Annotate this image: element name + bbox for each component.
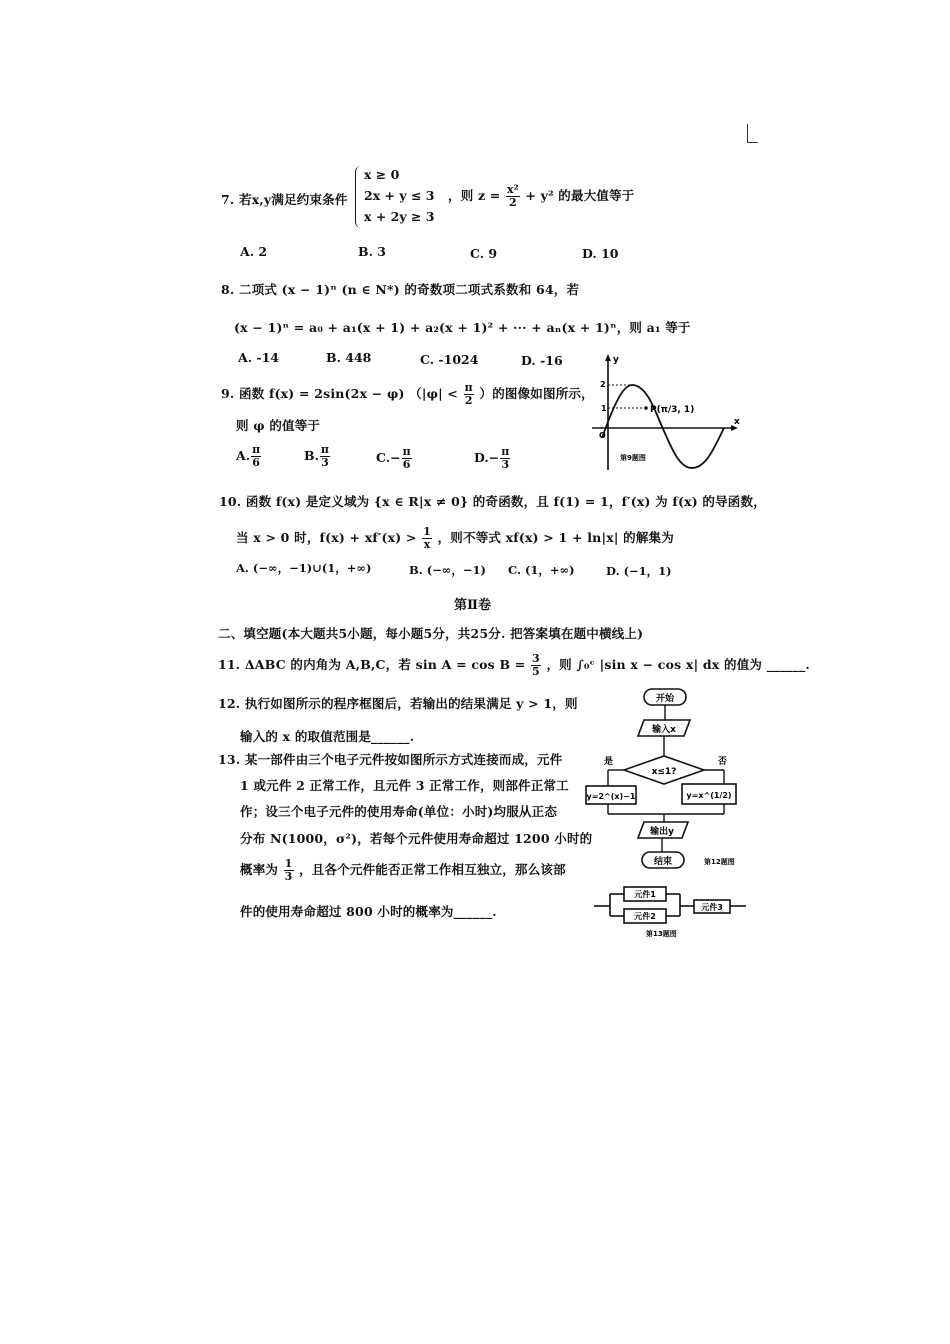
q10-option-a: A. (−∞，−1)∪(1，+∞) xyxy=(236,561,372,575)
component-3-label: 元件3 xyxy=(701,903,723,912)
q7-prefix: 7. 若x,y满足约束条件 xyxy=(221,192,348,207)
q8-option-d: D. -16 xyxy=(521,353,563,368)
flow-right-label: y=x^(1/2) xyxy=(686,791,732,800)
q10-line2-b: ，则不等式 xf(x) > 1 + ln|x| 的解集为 xyxy=(437,530,674,545)
q13-line2: 1 或元件 2 正常工作，且元件 3 正常工作，则部件正常工 xyxy=(240,778,569,793)
flow-decision-label: x≤1? xyxy=(651,767,677,777)
y-axis-label: y xyxy=(613,355,619,365)
q8-line2: (x − 1)ⁿ = a₀ + a₁(x + 1) + a₂(x + 1)² + ··· + aₙ(x + 1)ⁿ，则 a₁ 等于 xyxy=(234,320,691,335)
q9-option-c: C.− $\frac{\pi}{6}$ xyxy=(376,445,411,471)
flow-yes-label: 是 xyxy=(604,757,614,767)
q10-line1: 10. 函数 f(x) 是定义域为 {x ∈ R|x ≠ 0} 的奇函数，且 f(1) = 1，f′(x) 为 f(x) 的导函数， xyxy=(219,494,766,509)
q8-option-a: A. -14 xyxy=(238,350,279,365)
q11-blank: ______. xyxy=(766,657,810,672)
q7-constraint-2: 2x + y ≤ 3 xyxy=(364,188,435,203)
corner-mark xyxy=(747,124,758,143)
section-title: 第Ⅱ卷 xyxy=(454,598,491,613)
q7-fraction: $\frac{\text{x²}}{2}$ xyxy=(507,183,519,209)
q11-b: ，则 ∫₀ᶜ |sin x − cos x| dx 的值为 xyxy=(546,657,763,672)
q9-graph-caption: 第9题图 xyxy=(620,454,646,462)
q9-line1 xyxy=(221,382,594,407)
q12-line2: 输入的 x 的取值范围是______. xyxy=(240,729,415,744)
y-axis-arrow-icon xyxy=(605,354,611,361)
q10-fraction: $\frac{1}{x}$ xyxy=(423,525,432,551)
q9-option-d: D.− $\frac{\pi}{3}$ xyxy=(474,445,510,471)
q13-line3: 作；设三个电子元件的使用寿命(单位：小时)均服从正态 xyxy=(240,804,558,819)
q13-line5-b: ，且各个元件能否正常工作相互独立，那么该部 xyxy=(299,862,566,877)
flow-left-label: y=2^(x)−1 xyxy=(586,792,636,801)
point-p-label: P(π/3, 1) xyxy=(650,405,695,415)
tick-1: 1 xyxy=(601,404,607,413)
q10-line2 xyxy=(236,526,674,551)
q10-option-c: C. (1，+∞) xyxy=(508,563,575,577)
q7-constraints xyxy=(364,164,434,227)
q9-fraction: $\frac{\pi}{2}$ xyxy=(464,381,473,407)
q13-line1: 13. 某一部件由三个电子元件按如图所示方式连接而成，元件 xyxy=(218,752,563,767)
q9-line2: 则 φ 的值等于 xyxy=(236,418,321,433)
tick-2: 2 xyxy=(600,380,606,389)
q11-a: 11. ΔABC 的内角为 A,B,C，若 sin A = cos B = xyxy=(218,657,526,672)
flow-input-label: 输入x xyxy=(652,725,676,735)
q13-line6: 件的使用寿命超过 800 小时的概率为______. xyxy=(240,904,497,919)
q8-option-b: B. 448 xyxy=(326,350,372,365)
q10-option-d: D. (−1，1) xyxy=(606,564,672,578)
component-1-label: 元件1 xyxy=(634,890,656,899)
q7-constraint-1: x ≥ 0 xyxy=(364,167,400,182)
flow-caption: 第12题图 xyxy=(704,858,735,866)
q13-line5 xyxy=(240,858,566,883)
q7-brace xyxy=(355,166,364,228)
q13-fraction: $\frac{1}{3}$ xyxy=(284,857,293,883)
q8-option-c: C. -1024 xyxy=(420,352,479,367)
q11-line xyxy=(218,653,810,678)
q9-line1-a: 9. 函数 f(x) = 2sin(2x − φ) （|φ| < xyxy=(221,386,459,401)
q13-line4: 分布 N(1000，σ²)，若每个元件使用寿命超过 1200 小时的 xyxy=(240,831,593,846)
circuit-caption: 第13题图 xyxy=(646,930,677,938)
q13-line5-a: 概率为 xyxy=(240,862,279,877)
q9-option-a: A. $\frac{\pi}{6}$ xyxy=(236,443,261,469)
q7-suffix: + y² 的最大值等于 xyxy=(525,188,635,203)
q7-constraint-3: x + 2y ≥ 3 xyxy=(364,209,435,224)
q11-fraction: $\frac{3}{5}$ xyxy=(532,652,540,678)
q7-mid: ，则 z = xyxy=(448,188,501,203)
q8-line1: 8. 二项式 (x − 1)ⁿ (n ∈ N*) 的奇数项二项式系数和 64，若 xyxy=(221,282,580,297)
flow-no-label: 否 xyxy=(718,757,728,767)
q10-option-b: B. (−∞，−1) xyxy=(409,563,486,577)
flowchart xyxy=(578,686,758,876)
flow-end-label: 结束 xyxy=(653,857,673,867)
q9-option-b: B. $\frac{\pi}{3}$ xyxy=(304,443,329,469)
flow-start-label: 开始 xyxy=(655,694,675,704)
origin-label: O xyxy=(599,431,606,440)
q7-option-d: D. 10 xyxy=(582,246,619,261)
section-two-heading: 二、填空题(本大题共5小题，每小题5分，共25分. 把答案填在题中横线上) xyxy=(218,626,644,641)
q9-line1-b: ）的图像如图所示， xyxy=(479,386,594,401)
x-axis-label: x xyxy=(734,417,740,427)
q7-option-a: A. 2 xyxy=(240,244,268,259)
flow-output-label: 输出y xyxy=(650,827,674,837)
q7-option-b: B. 3 xyxy=(358,244,386,259)
q7-option-c: C. 9 xyxy=(470,246,498,261)
q7-objective xyxy=(448,184,635,209)
component-2-label: 元件2 xyxy=(634,912,656,921)
circuit-diagram xyxy=(590,882,750,940)
q10-line2-a: 当 x > 0 时，f(x) + xf′(x) > xyxy=(236,530,417,545)
q9-sine-graph xyxy=(584,352,744,474)
q12-line1: 12. 执行如图所示的程序框图后，若输出的结果满足 y > 1，则 xyxy=(218,696,578,711)
point-p xyxy=(644,406,648,410)
